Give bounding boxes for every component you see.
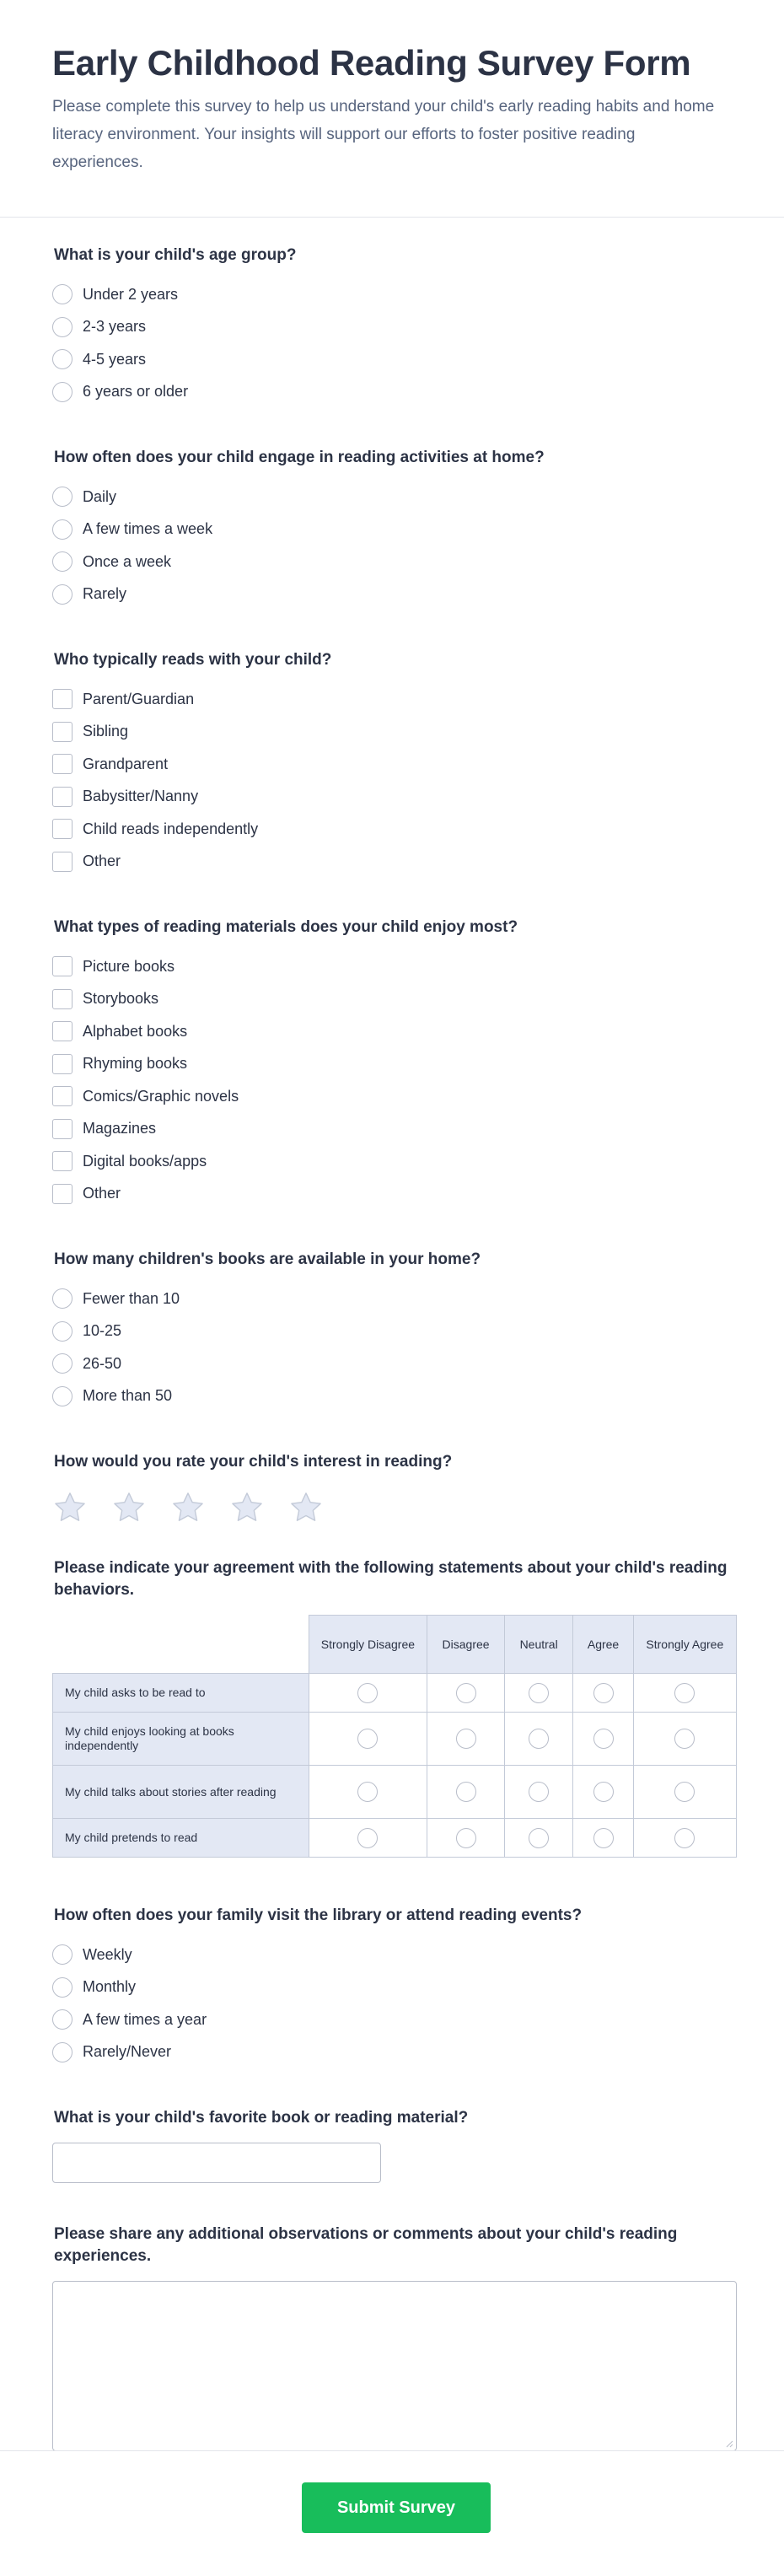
checkbox[interactable]: [52, 1184, 72, 1204]
checkbox-option-materials[interactable]: [52, 983, 732, 1016]
matrix-row-label: My child talks about stories after reading: [53, 1766, 309, 1819]
matrix-radio-button[interactable]: [456, 1729, 476, 1749]
radio-option-books[interactable]: [52, 1347, 732, 1380]
checkbox[interactable]: [52, 1151, 72, 1171]
radio-option-frequency[interactable]: [52, 481, 732, 514]
radio-option-books[interactable]: [52, 1283, 732, 1315]
question-label: Please share any additional observations or comments about your child's reading experiences.: [54, 2225, 678, 2266]
checkbox[interactable]: [52, 852, 72, 872]
option-label: Alphabet books: [83, 1022, 188, 1040]
option-label: Rarely/Never: [83, 2043, 172, 2061]
matrix-cell: [427, 1674, 505, 1713]
checkbox[interactable]: [52, 754, 72, 774]
matrix-row-label: My child pretends to read: [53, 1819, 309, 1858]
checkbox-option-materials[interactable]: [52, 1080, 732, 1113]
star-icon[interactable]: [229, 1490, 265, 1525]
option-label: Rarely: [83, 585, 127, 603]
question-interest: [52, 1451, 732, 1525]
checkbox[interactable]: [52, 689, 72, 709]
radio-option-age[interactable]: [52, 278, 732, 311]
checkbox[interactable]: [52, 1021, 72, 1041]
checkbox-option-materials[interactable]: [52, 1113, 732, 1146]
matrix-row: [53, 1819, 737, 1858]
matrix-radio-button[interactable]: [674, 1828, 695, 1848]
star-rating: [52, 1485, 732, 1525]
form-footer: [0, 2450, 784, 2576]
question-favorite: [52, 2107, 732, 2183]
submit-button[interactable]: Submit Survey: [302, 2482, 491, 2533]
matrix-cell: [633, 1819, 736, 1858]
radio-option-frequency[interactable]: [52, 578, 732, 611]
matrix-header-row: [53, 1616, 737, 1674]
matrix-row-label: My child enjoys looking at books independently: [53, 1713, 309, 1766]
option-label: Storybooks: [83, 990, 159, 1008]
option-label: Under 2 years: [83, 285, 179, 303]
matrix-row: [53, 1674, 737, 1713]
option-label: Daily: [83, 487, 117, 505]
matrix-radio-button[interactable]: [674, 1782, 695, 1802]
question-materials: [52, 917, 732, 1210]
radio-option-library[interactable]: [52, 1939, 732, 1971]
option-label: Child reads independently: [83, 820, 259, 837]
option-label: Babysitter/Nanny: [83, 788, 199, 805]
matrix-row-label: My child asks to be read to: [53, 1674, 309, 1713]
matrix-row: [53, 1766, 737, 1819]
option-label: Weekly: [83, 1945, 132, 1963]
matrix-radio-button[interactable]: [529, 1782, 549, 1802]
checkbox-option-reader[interactable]: [52, 716, 732, 749]
matrix-radio-button[interactable]: [357, 1782, 378, 1802]
radio-option-books[interactable]: [52, 1315, 732, 1348]
question-books: [52, 1249, 732, 1412]
matrix-radio-button[interactable]: [456, 1782, 476, 1802]
radio-button[interactable]: [52, 1386, 72, 1406]
matrix-radio-button[interactable]: [593, 1683, 614, 1703]
matrix-radio-button[interactable]: [529, 1828, 549, 1848]
matrix-cell: [573, 1766, 633, 1819]
checkbox[interactable]: [52, 787, 72, 807]
question-comments: [52, 2224, 732, 2451]
radio-button[interactable]: [52, 519, 72, 540]
checkbox[interactable]: [52, 1119, 72, 1139]
option-label: 2-3 years: [83, 318, 147, 336]
radio-option-library[interactable]: [52, 2036, 732, 2069]
matrix-column-header: Neutral: [504, 1616, 573, 1674]
radio-button[interactable]: [52, 551, 72, 572]
option-label: Sibling: [83, 723, 129, 740]
resize-grip-icon[interactable]: [725, 2439, 733, 2448]
option-label: A few times a year: [83, 2010, 207, 2028]
question-label: Please indicate your agreement with the following statements about your child's reading behaviors.: [54, 1559, 728, 1600]
checkbox[interactable]: [52, 989, 72, 1009]
checkbox-option-materials[interactable]: [52, 1015, 732, 1048]
question-agreement: [52, 1557, 732, 1858]
radio-button[interactable]: [52, 1944, 72, 1965]
survey-form: [0, 218, 784, 2451]
radio-button[interactable]: [52, 284, 72, 304]
matrix-radio-button[interactable]: [674, 1729, 695, 1749]
agreement-matrix: [52, 1615, 737, 1858]
matrix-cell: [504, 1819, 573, 1858]
favorite-book-input[interactable]: [52, 2143, 381, 2183]
checkbox-option-materials[interactable]: [52, 950, 732, 983]
radio-option-age[interactable]: [52, 376, 732, 409]
option-label: Rhyming books: [83, 1055, 188, 1073]
option-label: 6 years or older: [83, 383, 189, 401]
question-frequency: [52, 447, 732, 610]
matrix-cell: [633, 1713, 736, 1766]
matrix-column-header: Strongly Agree: [633, 1616, 736, 1674]
radio-option-frequency[interactable]: [52, 546, 732, 578]
radio-button[interactable]: [52, 1353, 72, 1374]
option-label: Parent/Guardian: [83, 690, 195, 707]
matrix-cell: [309, 1713, 427, 1766]
question-age: [52, 245, 732, 408]
matrix-corner: [53, 1616, 309, 1674]
radio-button[interactable]: [52, 487, 72, 507]
matrix-column-header: Strongly Disagree: [309, 1616, 427, 1674]
matrix-radio-button[interactable]: [529, 1683, 549, 1703]
matrix-cell: [573, 1713, 633, 1766]
matrix-cell: [427, 1819, 505, 1858]
question-label: How would you rate your child's interest in reading?: [54, 1453, 453, 1471]
matrix-radio-button[interactable]: [529, 1729, 549, 1749]
matrix-row: [53, 1713, 737, 1766]
checkbox[interactable]: [52, 819, 72, 839]
question-library: [52, 1905, 732, 2068]
radio-button[interactable]: [52, 1977, 72, 1998]
matrix-cell: [573, 1674, 633, 1713]
question-label: How often does your child engage in reading activities at home?: [54, 449, 545, 467]
form-title: Early Childhood Reading Survey Form: [52, 43, 691, 83]
matrix-radio-button[interactable]: [456, 1828, 476, 1848]
question-reader: [52, 649, 732, 878]
matrix-cell: [427, 1766, 505, 1819]
matrix-cell: [504, 1766, 573, 1819]
matrix-radio-button[interactable]: [674, 1683, 695, 1703]
checkbox[interactable]: [52, 1086, 72, 1106]
matrix-radio-button[interactable]: [593, 1782, 614, 1802]
matrix-cell: [633, 1674, 736, 1713]
star-icon[interactable]: [111, 1490, 147, 1525]
radio-button[interactable]: [52, 317, 72, 337]
checkbox-option-materials[interactable]: [52, 1145, 732, 1178]
radio-option-age[interactable]: [52, 343, 732, 376]
matrix-radio-button[interactable]: [357, 1683, 378, 1703]
checkbox[interactable]: [52, 956, 72, 976]
option-label: Monthly: [83, 1978, 137, 1996]
radio-button[interactable]: [52, 349, 72, 369]
question-label: How many children's books are available in your home?: [54, 1250, 481, 1269]
matrix-cell: [309, 1766, 427, 1819]
radio-option-frequency[interactable]: [52, 514, 732, 546]
option-label: Other: [83, 1185, 121, 1202]
matrix-radio-button[interactable]: [593, 1828, 614, 1848]
radio-button[interactable]: [52, 2042, 72, 2062]
option-label: 26-50: [83, 1354, 122, 1372]
checkbox-option-materials[interactable]: [52, 1048, 732, 1081]
radio-button[interactable]: [52, 1321, 72, 1342]
matrix-radio-button[interactable]: [357, 1729, 378, 1749]
matrix-cell: [427, 1713, 505, 1766]
question-label: Who typically reads with your child?: [54, 651, 332, 670]
checkbox-option-reader[interactable]: [52, 683, 732, 716]
form-header: [0, 0, 784, 218]
radio-button[interactable]: [52, 382, 72, 402]
checkbox-option-reader[interactable]: [52, 748, 732, 781]
radio-option-books[interactable]: [52, 1380, 732, 1413]
question-label: How often does your family visit the library or attend reading events?: [54, 1906, 583, 1925]
radio-button[interactable]: [52, 1288, 72, 1309]
star-icon[interactable]: [170, 1490, 206, 1525]
option-label: Other: [83, 852, 121, 870]
option-label: Picture books: [83, 957, 175, 975]
matrix-radio-button[interactable]: [357, 1828, 378, 1848]
radio-option-age[interactable]: [52, 311, 732, 344]
checkbox-option-reader[interactable]: [52, 781, 732, 814]
option-label: 10-25: [83, 1322, 122, 1340]
option-label: Digital books/apps: [83, 1152, 207, 1170]
radio-button[interactable]: [52, 584, 72, 605]
matrix-cell: [309, 1819, 427, 1858]
checkbox-option-materials[interactable]: [52, 1178, 732, 1211]
option-label: More than 50: [83, 1387, 173, 1405]
star-icon[interactable]: [288, 1490, 324, 1525]
matrix-radio-button[interactable]: [593, 1729, 614, 1749]
question-label: What is your child's age group?: [54, 246, 297, 265]
question-label: What is your child's favorite book or reading material?: [54, 2109, 469, 2127]
option-label: Once a week: [83, 552, 172, 570]
radio-button[interactable]: [52, 2009, 72, 2030]
checkbox[interactable]: [52, 1054, 72, 1074]
matrix-cell: [309, 1674, 427, 1713]
option-label: 4-5 years: [83, 350, 147, 368]
checkbox[interactable]: [52, 722, 72, 742]
option-label: Fewer than 10: [83, 1289, 180, 1307]
option-label: Grandparent: [83, 755, 169, 772]
option-label: A few times a week: [83, 520, 213, 538]
option-label: Magazines: [83, 1120, 157, 1137]
matrix-cell: [504, 1713, 573, 1766]
star-icon[interactable]: [52, 1490, 88, 1525]
checkbox-option-reader[interactable]: [52, 846, 732, 879]
matrix-column-header: Agree: [573, 1616, 633, 1674]
matrix-column-header: Disagree: [427, 1616, 505, 1674]
matrix-cell: [633, 1766, 736, 1819]
comments-textarea[interactable]: [52, 2281, 737, 2451]
question-label: What types of reading materials does your child enjoy most?: [54, 918, 518, 937]
matrix-radio-button[interactable]: [456, 1683, 476, 1703]
form-description: Please complete this survey to help us understand your child's early reading habits and home literacy environment. Your insights will support our efforts to foster positive reading experiences.: [52, 98, 715, 172]
checkbox-option-reader[interactable]: [52, 813, 732, 846]
option-label: Comics/Graphic novels: [83, 1087, 239, 1105]
matrix-cell: [573, 1819, 633, 1858]
radio-option-library[interactable]: [52, 1971, 732, 2004]
radio-option-library[interactable]: [52, 2003, 732, 2036]
matrix-cell: [504, 1674, 573, 1713]
